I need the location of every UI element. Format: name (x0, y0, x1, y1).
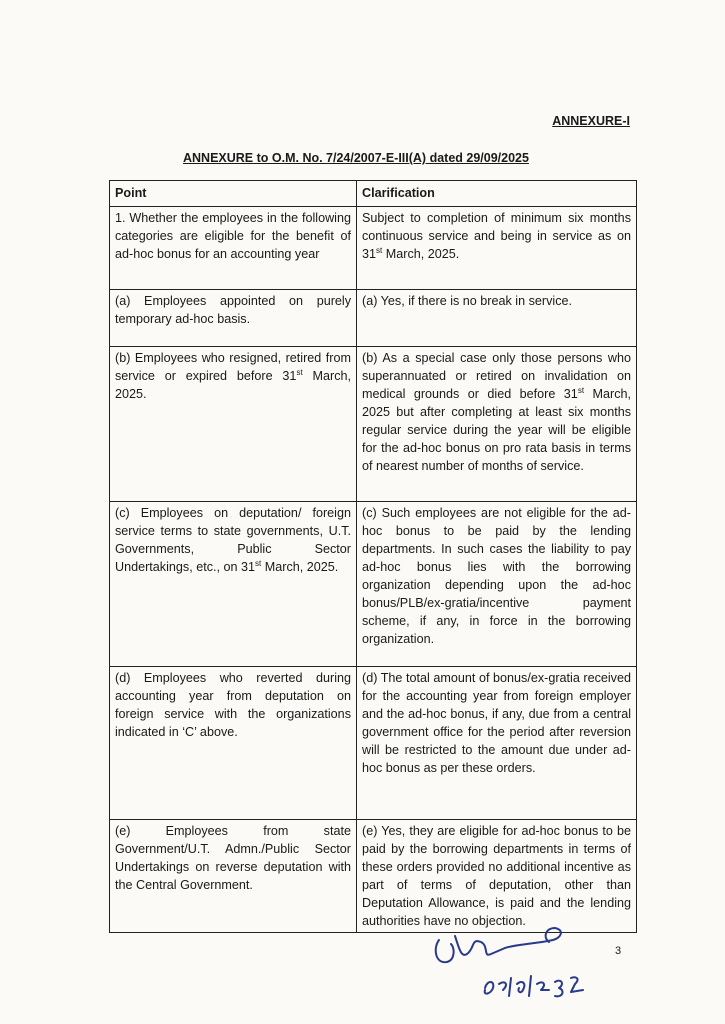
ordinal-suffix: st (255, 558, 262, 568)
clarification-cell (357, 347, 637, 502)
point-text: (e) Employees from state Government/U.T. Admn./Public Sector Undertakings on reverse deputation with the Central Government. (115, 824, 351, 892)
clarification-cell (357, 207, 637, 290)
table-row (110, 347, 637, 502)
point-text-end: March, 2025. (261, 560, 339, 574)
clarification-cell (357, 820, 637, 933)
table-header-row (110, 181, 637, 207)
point-cell (110, 290, 357, 347)
point-cell (110, 207, 357, 290)
header-point: Point (110, 181, 357, 207)
table-row (110, 502, 637, 667)
document-heading: ANNEXURE to O.M. No. 7/24/2007-E-III(A) dated 29/09/2025 (183, 151, 529, 165)
page-number: 3 (615, 945, 622, 957)
point-text-end: March, 2025. (115, 369, 351, 401)
point-cell (110, 820, 357, 933)
point-text: (c) Employees on deputation/ foreign service terms to state governments, U.T. Governments, Public Sector Undertakings, etc., on 31 (115, 506, 351, 574)
clarification-text: (c) Such employees are not eligible for the ad-hoc bonus to be paid by the lending departments. In such cases the liability to pay ad-hoc bonus lies with the borrowing organization depending upon the ad-hoc bonus/PLB/ex-gratia/incentive payment scheme, if any, in force in the borrowing organization. (362, 506, 631, 646)
annexure-label: ANNEXURE-I (552, 114, 630, 128)
clarification-text: (a) Yes, if there is no break in service. (362, 294, 572, 308)
point-text: 1. Whether the employees in the following categories are eligible for the benefit of ad-hoc bonus for an accounting year (115, 211, 351, 261)
ordinal-suffix: st (376, 245, 383, 255)
clarification-cell (357, 502, 637, 667)
point-text: (d) Employees who reverted during accounting year from deputation on foreign service with the organizations indicated in ‘C’ above. (115, 671, 351, 739)
clarification-text-end: March, 2025. (382, 247, 460, 261)
table-row (110, 207, 637, 290)
clarification-text: Subject to completion of minimum six months continuous service and being in service as on 31 (362, 211, 631, 261)
clarification-text-end: March, 2025 but after completing at least six months regular service during the year will be eligible for the ad-hoc bonus on pro rata basis in terms of nearest number of months of service. (362, 387, 631, 473)
table-row (110, 290, 637, 347)
table-row (110, 820, 637, 933)
point-cell (110, 667, 357, 820)
ordinal-suffix: st (296, 367, 303, 377)
point-cell (110, 347, 357, 502)
point-text: (b) Employees who resigned, retired from service or expired before 31 (115, 351, 351, 383)
point-text: (a) Employees appointed on purely temporary ad-hoc basis. (115, 294, 351, 326)
clarification-cell (357, 290, 637, 347)
point-cell (110, 502, 357, 667)
ordinal-suffix: st (577, 385, 585, 395)
clarification-text: (e) Yes, they are eligible for ad-hoc bonus to be paid by the borrowing departments in terms of these orders provided no additional incentive as part of terms of deputation, other than Deputation Allowance, is paid and the lending authorities have no objection. (362, 824, 631, 928)
header-clarification: Clarification (357, 181, 637, 207)
clarification-cell (357, 667, 637, 820)
handwritten-signature (425, 918, 615, 1013)
annexure-table (109, 180, 637, 933)
clarification-text: (b) As a special case only those persons who superannuated or retired on invalidation on medical grounds or died before 31 (362, 351, 631, 401)
table-row (110, 667, 637, 820)
clarification-text: (d) The total amount of bonus/ex-gratia received for the accounting year from foreign employer and the ad-hoc bonus, if any, due from a central government office for the period after reversion will be restricted to the amount due under ad-hoc bonus as per these orders. (362, 671, 631, 775)
